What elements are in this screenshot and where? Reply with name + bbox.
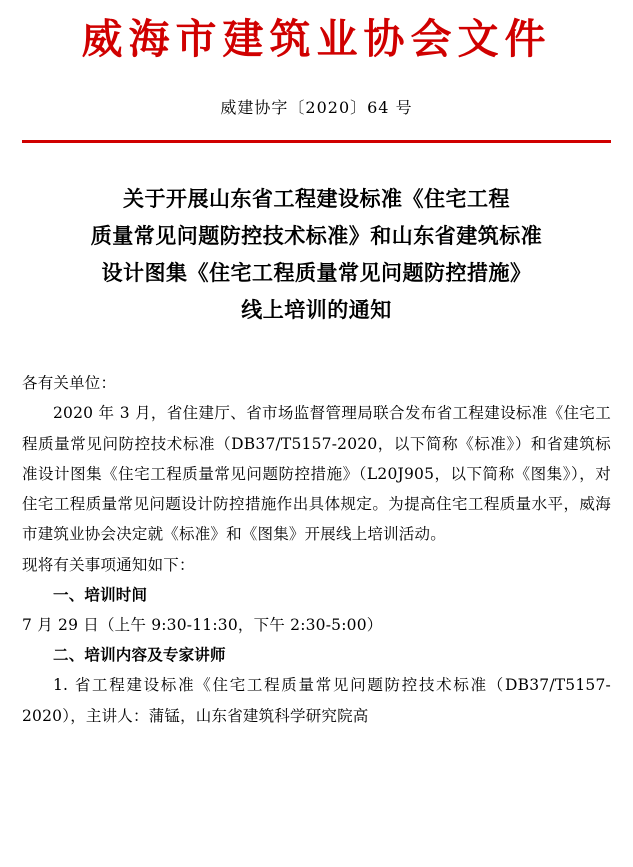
notice-title-line-3: 设计图集《住宅工程质量常见问题防控措施》 xyxy=(101,259,532,285)
section-two-text: 1. 省工程建设标准《住宅工程质量常见问题防控技术标准（DB37/T5157-2020），主讲人：蒲锰，山东省建筑科学研究院高 xyxy=(22,676,611,725)
red-divider-rule xyxy=(22,140,611,143)
section-one-heading: 一、培训时间 xyxy=(53,584,148,604)
body-paragraph-1: 2020 年 3 月，省住建厅、省市场监督管理局联合发布省工程建设标准《住宅工程质量常见问防控技术标准（DB37/T5157-2020，以下简称《标准》）和省建筑标准设计图集《住宅工程质量常见问题防控措施》（L20J905，以下简称《图集》），对住宅工程质量常见问题设计防控措施作出具体规定。为提高住宅工程质量水平，威海市建筑业协会决定就《标准》和《图集》开展线上培训活动。 xyxy=(22,404,611,544)
section-one-text: 7 月 29 日（上午 9:30-11:30，下午 2:30-5:00） xyxy=(22,616,383,634)
document-number: 威建协字〔2020〕64 号 xyxy=(220,98,413,118)
document-header xyxy=(22,0,611,118)
notice-title-line-4: 线上培训的通知 xyxy=(241,296,392,322)
organization-title: 威海市建筑业协会文件 xyxy=(81,15,552,63)
notice-title xyxy=(22,181,611,328)
lead-line: 现将有关事项通知如下： xyxy=(22,555,195,574)
section-two-heading: 二、培训内容及专家讲师 xyxy=(53,645,226,665)
notice-title-line-2: 质量常见问题防控技术标准》和山东省建筑标准 xyxy=(90,223,543,248)
notice-title-line-1: 关于开展山东省工程建设标准《住宅工程 xyxy=(123,186,510,212)
document-body xyxy=(22,368,611,731)
salutation: 各有关单位： xyxy=(22,374,117,393)
